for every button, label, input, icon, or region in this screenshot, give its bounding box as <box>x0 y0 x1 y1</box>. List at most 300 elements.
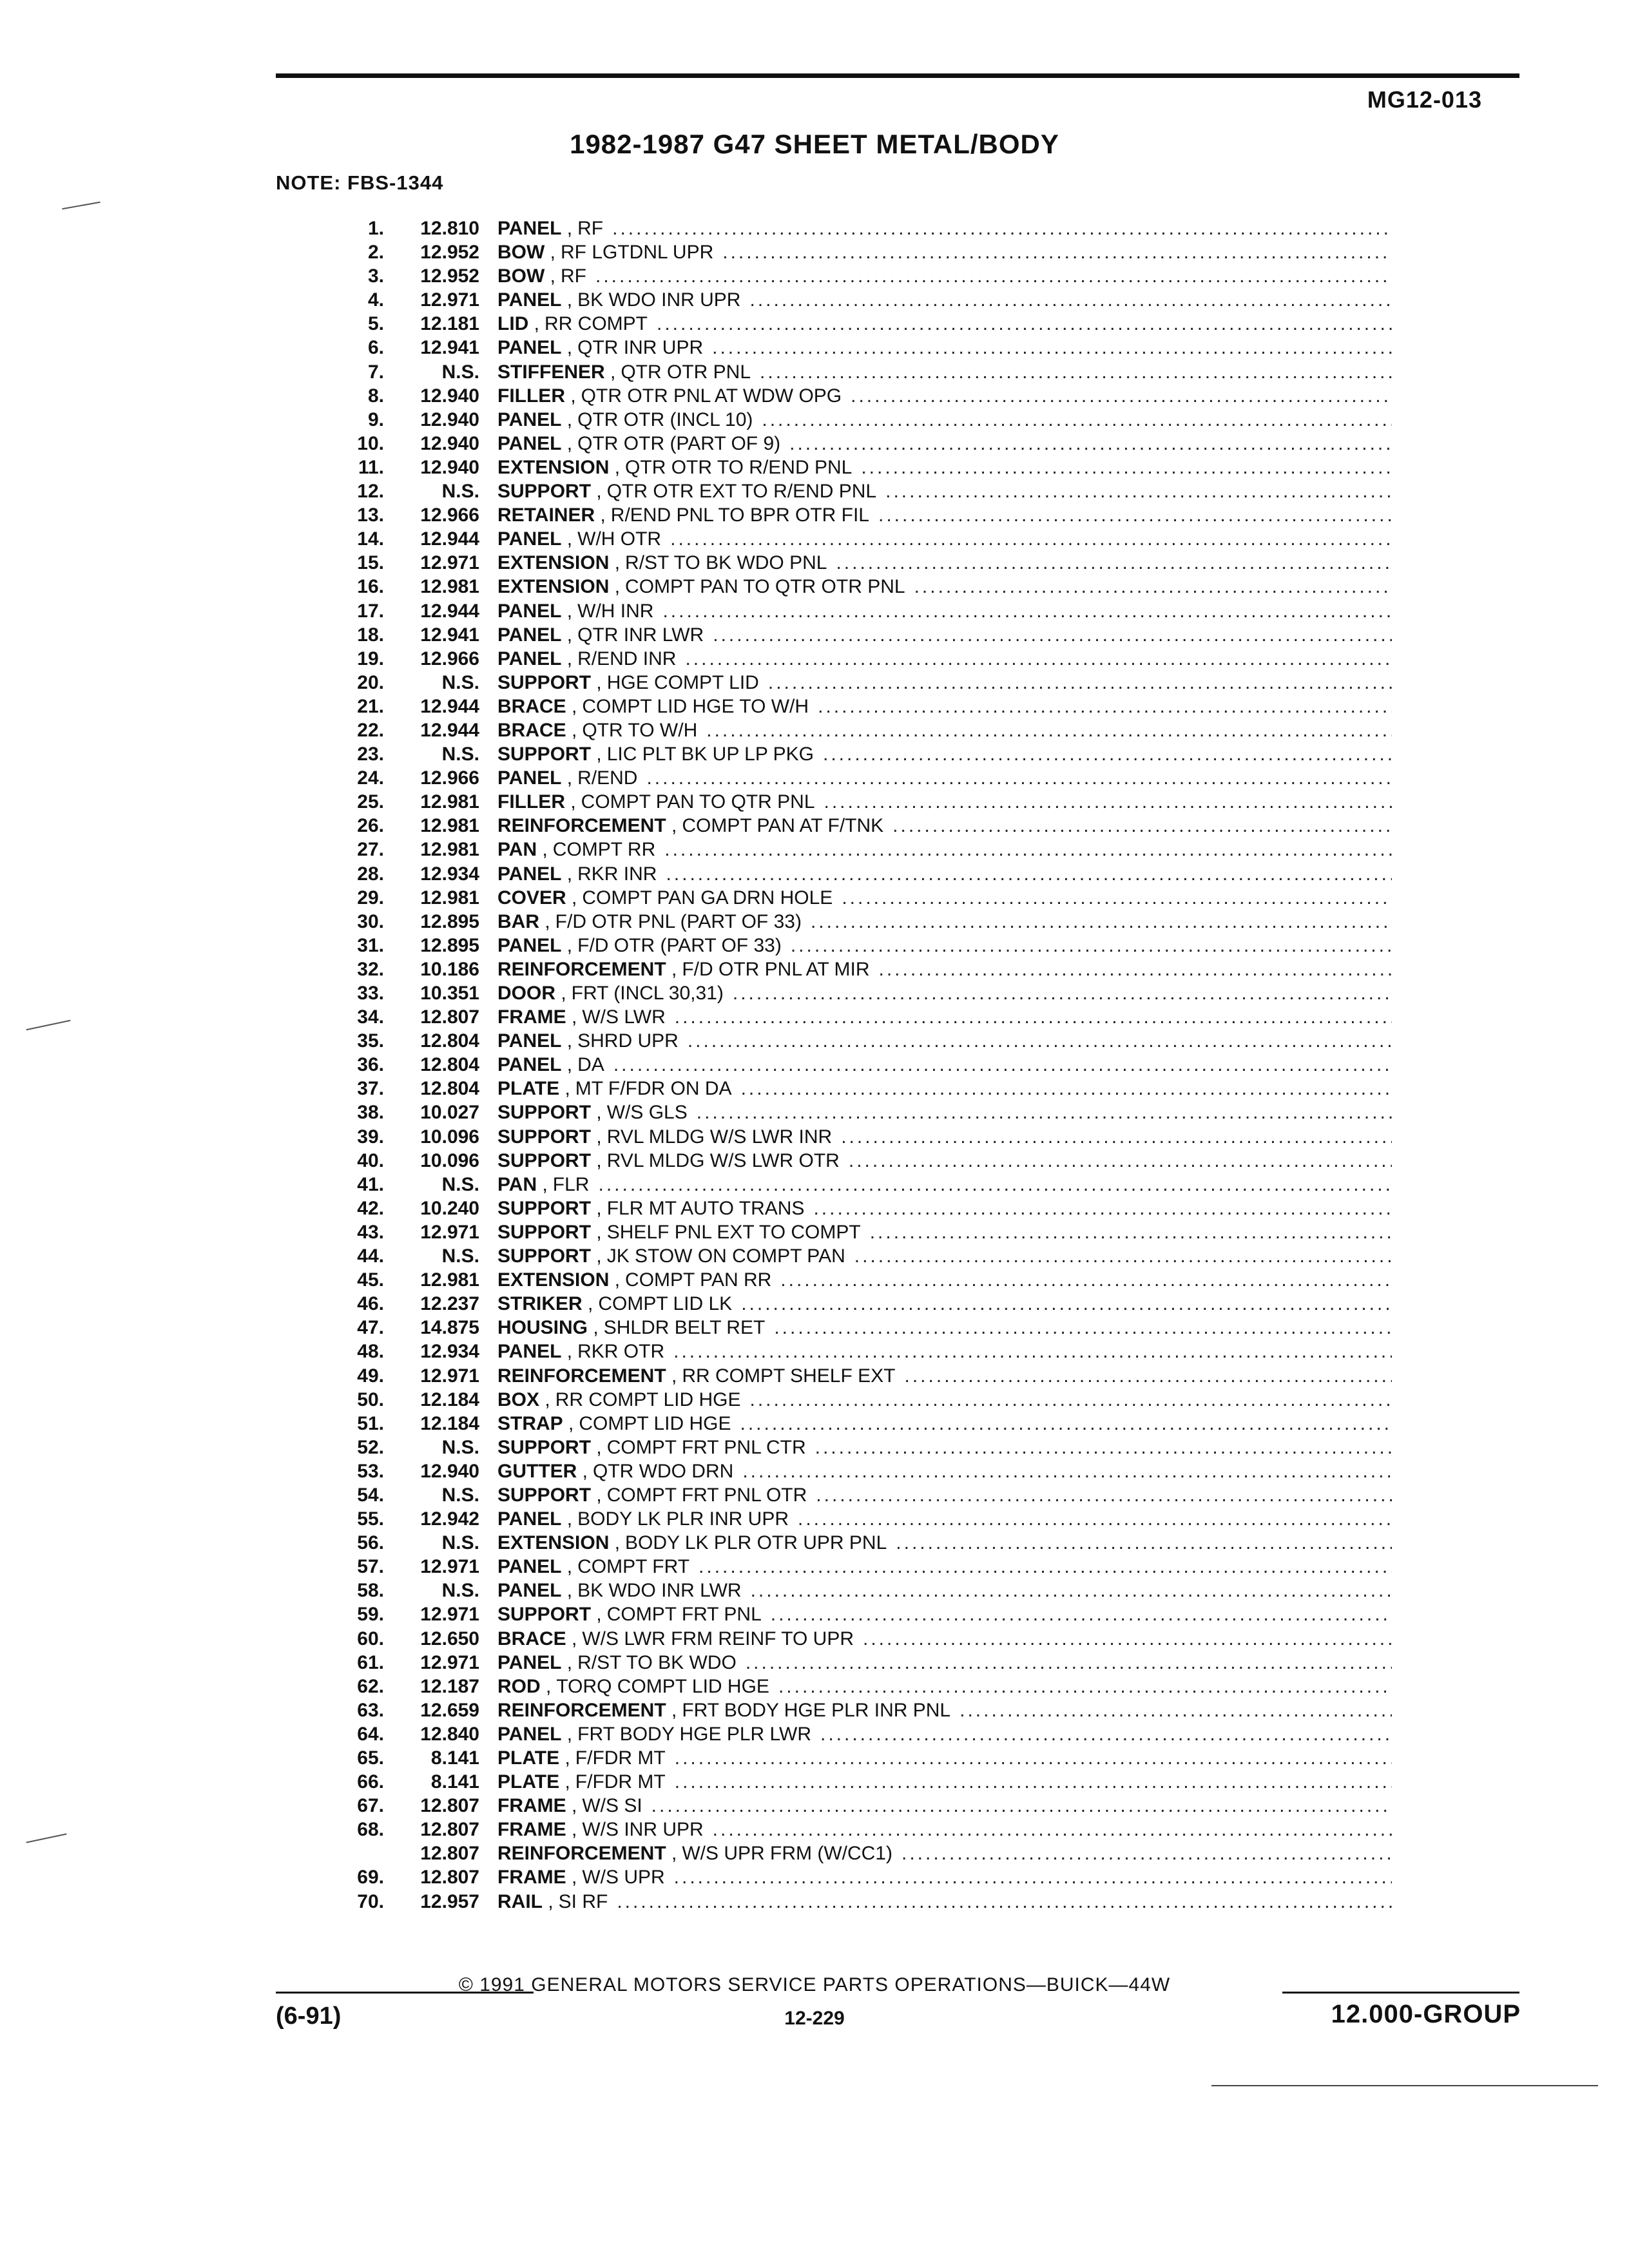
part-row <box>322 1890 1392 1914</box>
part-qualifier: FRT (INCL 30,31) <box>571 983 724 1004</box>
part-description <box>497 1770 1392 1794</box>
item-number: 46. <box>357 1293 384 1315</box>
part-row <box>322 647 1392 671</box>
part-name: FRAME <box>497 1006 566 1028</box>
part-name: RETAINER <box>497 505 595 526</box>
part-name: FRAME <box>497 1795 566 1817</box>
group-number: 12.941 <box>420 337 479 359</box>
separator-comma: , <box>561 528 573 550</box>
part-name: FRAME <box>497 1819 566 1841</box>
separator-comma: , <box>561 1054 573 1076</box>
part-row <box>322 1077 1392 1100</box>
part-description <box>497 1005 1392 1029</box>
part-description <box>497 1125 1392 1149</box>
dot-leader <box>780 1268 1392 1292</box>
part-name: REINFORCEMENT <box>497 958 666 980</box>
part-name: REINFORCEMENT <box>497 1699 666 1721</box>
separator-comma: , <box>561 863 573 885</box>
part-name: PAN <box>497 839 537 861</box>
item-number: 5. <box>367 313 384 335</box>
part-row <box>322 456 1392 479</box>
part-row <box>322 1770 1392 1794</box>
item-number: 10. <box>357 432 384 454</box>
item-number: 7. <box>367 361 384 383</box>
part-row <box>322 1268 1392 1292</box>
item-number: 41. <box>357 1173 384 1195</box>
part-description <box>497 551 1392 575</box>
part-description <box>497 838 1392 861</box>
group-number: 12.971 <box>420 289 479 311</box>
group-number: 12.981 <box>420 815 479 837</box>
part-row <box>322 934 1392 957</box>
group-number: N.S. <box>441 671 479 693</box>
page-number: 12-229 <box>784 2008 845 2029</box>
item-number: 58. <box>357 1580 384 1602</box>
group-number: 12.895 <box>420 934 479 956</box>
part-row <box>322 527 1392 551</box>
part-description <box>497 1627 1392 1651</box>
dot-leader <box>713 623 1392 647</box>
part-description <box>497 336 1392 360</box>
dot-leader <box>878 503 1392 527</box>
dot-leader <box>841 1125 1392 1149</box>
dot-leader <box>768 671 1392 695</box>
part-description <box>497 1818 1392 1841</box>
dot-leader <box>595 264 1392 288</box>
part-qualifier: R/END INR <box>577 648 677 669</box>
part-description <box>497 1675 1392 1698</box>
item-number: 52. <box>357 1436 384 1458</box>
group-number: 12.940 <box>420 432 479 454</box>
separator-comma: , <box>561 648 573 669</box>
part-qualifier: W/S LWR <box>582 1006 666 1028</box>
part-row <box>322 1364 1392 1388</box>
part-name: RAIL <box>497 1890 543 1912</box>
part-name: PANEL <box>497 863 562 885</box>
group-number: 12.981 <box>420 791 479 813</box>
part-description <box>497 981 1392 1005</box>
part-row <box>322 981 1392 1005</box>
group-number: 12.944 <box>420 719 479 741</box>
separator-comma: , <box>561 1341 573 1363</box>
separator-comma: , <box>559 1771 570 1793</box>
part-row <box>322 1794 1392 1818</box>
separator-comma: , <box>565 385 576 407</box>
separator-comma: , <box>545 265 555 287</box>
separator-comma: , <box>566 887 577 908</box>
part-qualifier: COMPT LID LK <box>598 1293 733 1315</box>
separator-comma: , <box>666 1365 677 1387</box>
part-name: PAN <box>497 1173 537 1195</box>
group-number: 12.971 <box>420 1604 479 1626</box>
group-number: 12.807 <box>420 1843 479 1865</box>
scan-mark <box>62 202 100 209</box>
dot-leader <box>749 288 1392 312</box>
item-number: 14. <box>357 528 384 550</box>
item-number: 20. <box>357 671 384 693</box>
part-row <box>322 910 1392 934</box>
part-qualifier: R/ST TO BK WDO <box>577 1651 737 1673</box>
dot-leader <box>789 432 1392 456</box>
part-row <box>322 264 1392 288</box>
item-number: 35. <box>357 1030 384 1052</box>
dot-leader <box>849 1149 1392 1173</box>
part-description <box>497 647 1392 671</box>
part-row <box>322 1698 1392 1722</box>
separator-comma: , <box>591 1604 602 1626</box>
separator-comma: , <box>609 552 621 574</box>
part-name: SUPPORT <box>497 1102 592 1124</box>
separator-comma: , <box>591 1197 602 1219</box>
group-number: 10.096 <box>420 1126 479 1148</box>
separator-comma: , <box>559 1747 570 1769</box>
separator-comma: , <box>565 791 576 813</box>
part-qualifier: COMPT PAN TO QTR OTR PNL <box>625 576 905 598</box>
part-description <box>497 384 1392 408</box>
part-name: SUPPORT <box>497 1436 592 1458</box>
dot-leader <box>646 766 1392 790</box>
part-qualifier: LIC PLT BK UP LP PKG <box>606 744 814 765</box>
group-number: 12.659 <box>420 1699 479 1721</box>
part-row <box>322 1865 1392 1889</box>
part-row <box>322 790 1392 814</box>
part-description <box>497 1483 1392 1507</box>
part-name: PANEL <box>497 1556 562 1578</box>
part-name: PANEL <box>497 1054 562 1076</box>
part-description <box>497 1890 1392 1914</box>
part-description <box>497 1507 1392 1531</box>
part-name: PANEL <box>497 408 562 430</box>
dot-leader <box>842 886 1392 910</box>
part-name: FRAME <box>497 1867 566 1888</box>
part-description <box>497 312 1392 336</box>
part-qualifier: COMPT FRT PNL CTR <box>606 1436 806 1458</box>
item-number: 22. <box>357 719 384 741</box>
part-row <box>322 1651 1392 1675</box>
part-name: SUPPORT <box>497 1245 592 1267</box>
part-row <box>322 336 1392 360</box>
part-qualifier: RF <box>561 265 586 287</box>
part-description <box>497 264 1392 288</box>
item-number: 1. <box>367 218 384 239</box>
part-name: ROD <box>497 1675 541 1697</box>
group-number: 12.934 <box>420 1341 479 1363</box>
dot-leader <box>750 1388 1393 1412</box>
dot-leader <box>861 456 1392 479</box>
separator-comma: , <box>591 671 602 693</box>
group-number: 12.807 <box>420 1795 479 1817</box>
item-number: 19. <box>357 648 384 669</box>
group-number: 12.895 <box>420 910 479 932</box>
part-row <box>322 384 1392 408</box>
part-row <box>322 1053 1392 1077</box>
group-number: 12.971 <box>420 552 479 574</box>
copyright-line: © 1991 GENERAL MOTORS SERVICE PARTS OPERATIONS—BUICK—44W <box>458 1974 1171 1995</box>
dot-leader <box>791 934 1392 957</box>
group-number: 12.966 <box>420 505 479 526</box>
part-row <box>322 240 1392 264</box>
dot-leader <box>675 1005 1392 1029</box>
part-row <box>322 1722 1392 1746</box>
separator-comma: , <box>566 1006 577 1028</box>
item-number: 17. <box>357 600 384 622</box>
dot-leader <box>699 1555 1392 1579</box>
dot-leader <box>751 1579 1392 1602</box>
part-description <box>497 1077 1392 1100</box>
part-qualifier: F/FDR MT <box>575 1771 666 1793</box>
part-name: BRACE <box>497 695 566 717</box>
part-row <box>322 1196 1392 1220</box>
part-description <box>497 695 1392 718</box>
part-qualifier: FRT BODY HGE PLR LWR <box>577 1723 811 1745</box>
separator-comma: , <box>609 1532 621 1554</box>
part-row <box>322 1173 1392 1196</box>
separator-comma: , <box>540 1675 552 1697</box>
part-name: BRACE <box>497 1628 566 1649</box>
part-qualifier: QTR OTR TO R/END PNL <box>625 456 853 478</box>
separator-comma: , <box>543 1890 554 1912</box>
separator-comma: , <box>591 744 602 765</box>
part-qualifier: W/S INR UPR <box>582 1819 704 1841</box>
part-qualifier: W/S GLS <box>606 1102 688 1124</box>
part-row <box>322 886 1392 910</box>
dot-leader <box>675 1770 1392 1794</box>
part-description <box>497 1651 1392 1675</box>
note: NOTE: FBS-1344 <box>276 171 444 194</box>
dot-leader <box>851 384 1392 408</box>
dot-leader <box>657 312 1392 336</box>
part-row <box>322 814 1392 838</box>
part-qualifier: TORQ COMPT LID HGE <box>556 1675 769 1697</box>
part-name: EXTENSION <box>497 456 610 478</box>
part-description <box>497 1244 1392 1268</box>
part-name: REINFORCEMENT <box>497 1365 666 1387</box>
part-qualifier: RR COMPT SHELF EXT <box>682 1365 896 1387</box>
part-qualifier: COMPT RR <box>552 839 656 861</box>
separator-comma: , <box>666 1843 677 1865</box>
separator-comma: , <box>595 505 606 526</box>
group-number: 12.942 <box>420 1508 479 1530</box>
part-description <box>497 503 1392 527</box>
part-name: PANEL <box>497 337 562 359</box>
part-name: PANEL <box>497 1341 562 1363</box>
part-description <box>497 1340 1392 1363</box>
part-qualifier: COMPT PAN GA DRN HOLE <box>582 887 833 908</box>
part-description <box>497 599 1392 623</box>
part-name: PANEL <box>497 1723 562 1745</box>
group-number: 12.184 <box>420 1412 479 1434</box>
part-description <box>497 1436 1392 1459</box>
part-row <box>322 575 1392 599</box>
part-name: PANEL <box>497 218 562 239</box>
part-qualifier: COMPT FRT <box>577 1556 690 1578</box>
part-name: BOX <box>497 1389 540 1410</box>
part-description <box>497 408 1392 432</box>
part-qualifier: JK STOW ON COMPT PAN <box>606 1245 845 1267</box>
item-number: 50. <box>357 1389 384 1410</box>
part-row <box>322 1746 1392 1770</box>
part-row <box>322 551 1392 575</box>
dot-leader <box>651 1794 1392 1818</box>
dot-leader <box>613 1053 1392 1077</box>
group-number: 12.237 <box>420 1293 479 1315</box>
dot-leader <box>816 1483 1392 1507</box>
group-code: 12.000-GROUP <box>1331 2000 1521 2028</box>
dot-leader <box>762 408 1392 432</box>
part-row <box>322 1316 1392 1340</box>
part-row <box>322 766 1392 790</box>
part-qualifier: QTR OTR PNL <box>621 361 751 383</box>
part-description <box>497 623 1392 647</box>
item-number: 4. <box>367 289 384 311</box>
part-row <box>322 1531 1392 1555</box>
separator-comma: , <box>591 1245 602 1267</box>
scan-mark <box>26 1833 66 1843</box>
separator-comma: , <box>609 456 621 478</box>
part-description <box>497 288 1392 312</box>
dot-leader <box>760 360 1392 384</box>
item-number: 70. <box>357 1890 384 1912</box>
part-row <box>322 695 1392 718</box>
part-description <box>497 1459 1392 1483</box>
part-name: SUPPORT <box>497 1126 592 1148</box>
part-row <box>322 838 1392 861</box>
dot-leader <box>685 647 1392 671</box>
group-number: N.S. <box>441 481 479 503</box>
dot-leader <box>741 1292 1392 1316</box>
dot-leader <box>854 1244 1392 1268</box>
part-description <box>497 790 1392 814</box>
group-number: 12.966 <box>420 767 479 789</box>
separator-comma: , <box>591 481 602 503</box>
part-description <box>497 1841 1392 1865</box>
part-description <box>497 1053 1392 1077</box>
part-name: PANEL <box>497 289 562 311</box>
part-description <box>497 1531 1392 1555</box>
group-number: 12.940 <box>420 456 479 478</box>
group-number: 12.934 <box>420 863 479 885</box>
separator-comma: , <box>561 337 573 359</box>
part-qualifier: QTR TO W/H <box>582 719 698 741</box>
part-qualifier: RF <box>577 218 604 239</box>
part-name: BRACE <box>497 719 566 741</box>
part-row <box>322 1507 1392 1531</box>
part-name: GUTTER <box>497 1460 577 1482</box>
group-number: 12.810 <box>420 218 479 239</box>
dot-leader <box>905 1364 1392 1388</box>
separator-comma: , <box>561 1723 573 1745</box>
item-number: 6. <box>367 337 384 359</box>
separator-comma: , <box>666 1699 677 1721</box>
part-description <box>497 1268 1392 1292</box>
dot-leader <box>798 1507 1392 1531</box>
part-description <box>497 934 1392 957</box>
part-qualifier: QTR INR UPR <box>577 337 704 359</box>
part-qualifier: RKR INR <box>577 863 657 885</box>
item-number: 33. <box>357 983 384 1004</box>
separator-comma: , <box>561 1651 573 1673</box>
dot-leader <box>771 1602 1392 1626</box>
part-qualifier: RR COMPT LID HGE <box>555 1389 741 1410</box>
dot-leader <box>824 790 1392 814</box>
separator-comma: , <box>561 624 573 646</box>
part-qualifier: COMPT LID HGE <box>579 1412 731 1434</box>
part-description <box>497 742 1392 766</box>
item-number: 29. <box>357 887 384 908</box>
part-name: REINFORCEMENT <box>497 1843 666 1865</box>
group-number: 10.186 <box>420 958 479 980</box>
part-row <box>322 216 1392 240</box>
dot-leader <box>818 695 1392 718</box>
part-row <box>322 312 1392 336</box>
separator-comma: , <box>528 313 539 335</box>
part-row <box>322 1818 1392 1841</box>
group-number: 8.141 <box>430 1747 479 1769</box>
dot-leader <box>878 957 1392 981</box>
part-qualifier: COMPT FRT PNL OTR <box>606 1484 807 1506</box>
dot-leader <box>598 1173 1392 1196</box>
item-number: 36. <box>357 1054 384 1076</box>
part-description <box>497 1196 1392 1220</box>
dot-leader <box>741 1077 1392 1100</box>
separator-comma: , <box>561 934 573 956</box>
part-description <box>497 886 1392 910</box>
part-qualifier: COMPT PAN AT F/TNK <box>682 815 884 837</box>
part-description <box>497 1388 1392 1412</box>
part-qualifier: QTR INR LWR <box>577 624 704 646</box>
part-name: SUPPORT <box>497 1197 592 1219</box>
part-description <box>497 862 1392 886</box>
item-number: 8. <box>367 385 384 407</box>
separator-comma: , <box>561 432 573 454</box>
dot-leader <box>670 527 1392 551</box>
separator-comma: , <box>561 1030 573 1052</box>
part-name: DOOR <box>497 983 555 1004</box>
part-description <box>497 1316 1392 1340</box>
part-name: PANEL <box>497 648 562 669</box>
part-row <box>322 503 1392 527</box>
group-number: 12.804 <box>420 1030 479 1052</box>
item-number: 60. <box>357 1628 384 1649</box>
item-number: 16. <box>357 576 384 598</box>
part-description <box>497 718 1392 742</box>
separator-comma: , <box>566 1867 577 1888</box>
part-qualifier: HGE COMPT LID <box>606 671 759 693</box>
item-number: 57. <box>357 1556 384 1578</box>
dot-leader <box>885 479 1392 503</box>
document-code: MG12-013 <box>1367 86 1482 113</box>
group-number: 12.941 <box>420 624 479 646</box>
part-row <box>322 1627 1392 1651</box>
part-qualifier: F/FDR MT <box>575 1747 666 1769</box>
separator-comma: , <box>559 1078 570 1100</box>
part-qualifier: SHRD UPR <box>577 1030 679 1052</box>
part-description <box>497 1220 1392 1244</box>
part-description <box>497 1412 1392 1436</box>
part-qualifier: RF LGTDNL UPR <box>561 242 714 264</box>
part-description <box>497 1173 1392 1196</box>
part-name: FILLER <box>497 385 565 407</box>
item-number: 11. <box>358 456 384 478</box>
group-number: N.S. <box>441 1436 479 1458</box>
group-number: 12.952 <box>420 265 479 287</box>
group-number: N.S. <box>441 1173 479 1195</box>
group-number: 12.966 <box>420 648 479 669</box>
group-number: N.S. <box>441 1245 479 1267</box>
item-number: 43. <box>357 1221 384 1243</box>
separator-comma: , <box>566 695 577 717</box>
item-number: 32. <box>357 958 384 980</box>
